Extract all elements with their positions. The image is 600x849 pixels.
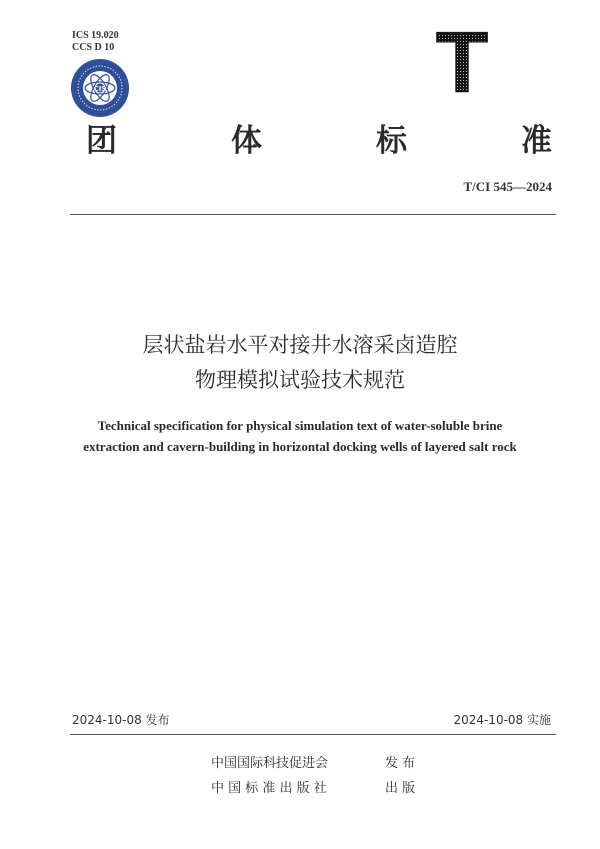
- publisher-name: 中国国际科技促进会: [211, 756, 329, 771]
- title-chinese-line-2: 物理模拟试验技术规范: [195, 368, 405, 392]
- association-logo-icon: [70, 58, 130, 118]
- ics-code: ICS 19.020: [72, 30, 119, 41]
- title-english-line-2: extraction and cavern-building in horizontal docking wells of layered salt rock: [83, 439, 517, 454]
- classification-codes: [72, 30, 119, 54]
- title-chinese-line-1: 层状盐岩水平对接井水溶采卤造腔: [142, 333, 458, 357]
- publisher-role: 发 布: [385, 756, 416, 771]
- top-divider: [70, 214, 556, 215]
- title-english-line-1: Technical specification for physical simulation text of water-soluble brine: [97, 418, 503, 433]
- standard-letter: T: [435, 28, 489, 98]
- publisher-role: 出 版: [385, 781, 416, 796]
- publisher-name: 中 国 标 准 出 版 社: [211, 781, 327, 796]
- implementation-date: 2024-10-08 实施: [453, 713, 551, 727]
- standard-number: T/CI 545—2024: [463, 179, 552, 194]
- standard-letter-mark: [432, 28, 492, 98]
- bottom-divider: [70, 734, 556, 735]
- standard-type-char: 团: [86, 123, 117, 159]
- issue-date: 2024-10-08 发布: [72, 713, 170, 727]
- logo-text: CIS: [93, 85, 107, 93]
- standard-type-heading: [86, 124, 552, 158]
- standard-type-char: 标: [376, 123, 407, 159]
- standard-type-char: 准: [521, 123, 552, 159]
- standard-type-char: 体: [231, 123, 262, 159]
- ccs-code: CCS D 10: [72, 42, 115, 53]
